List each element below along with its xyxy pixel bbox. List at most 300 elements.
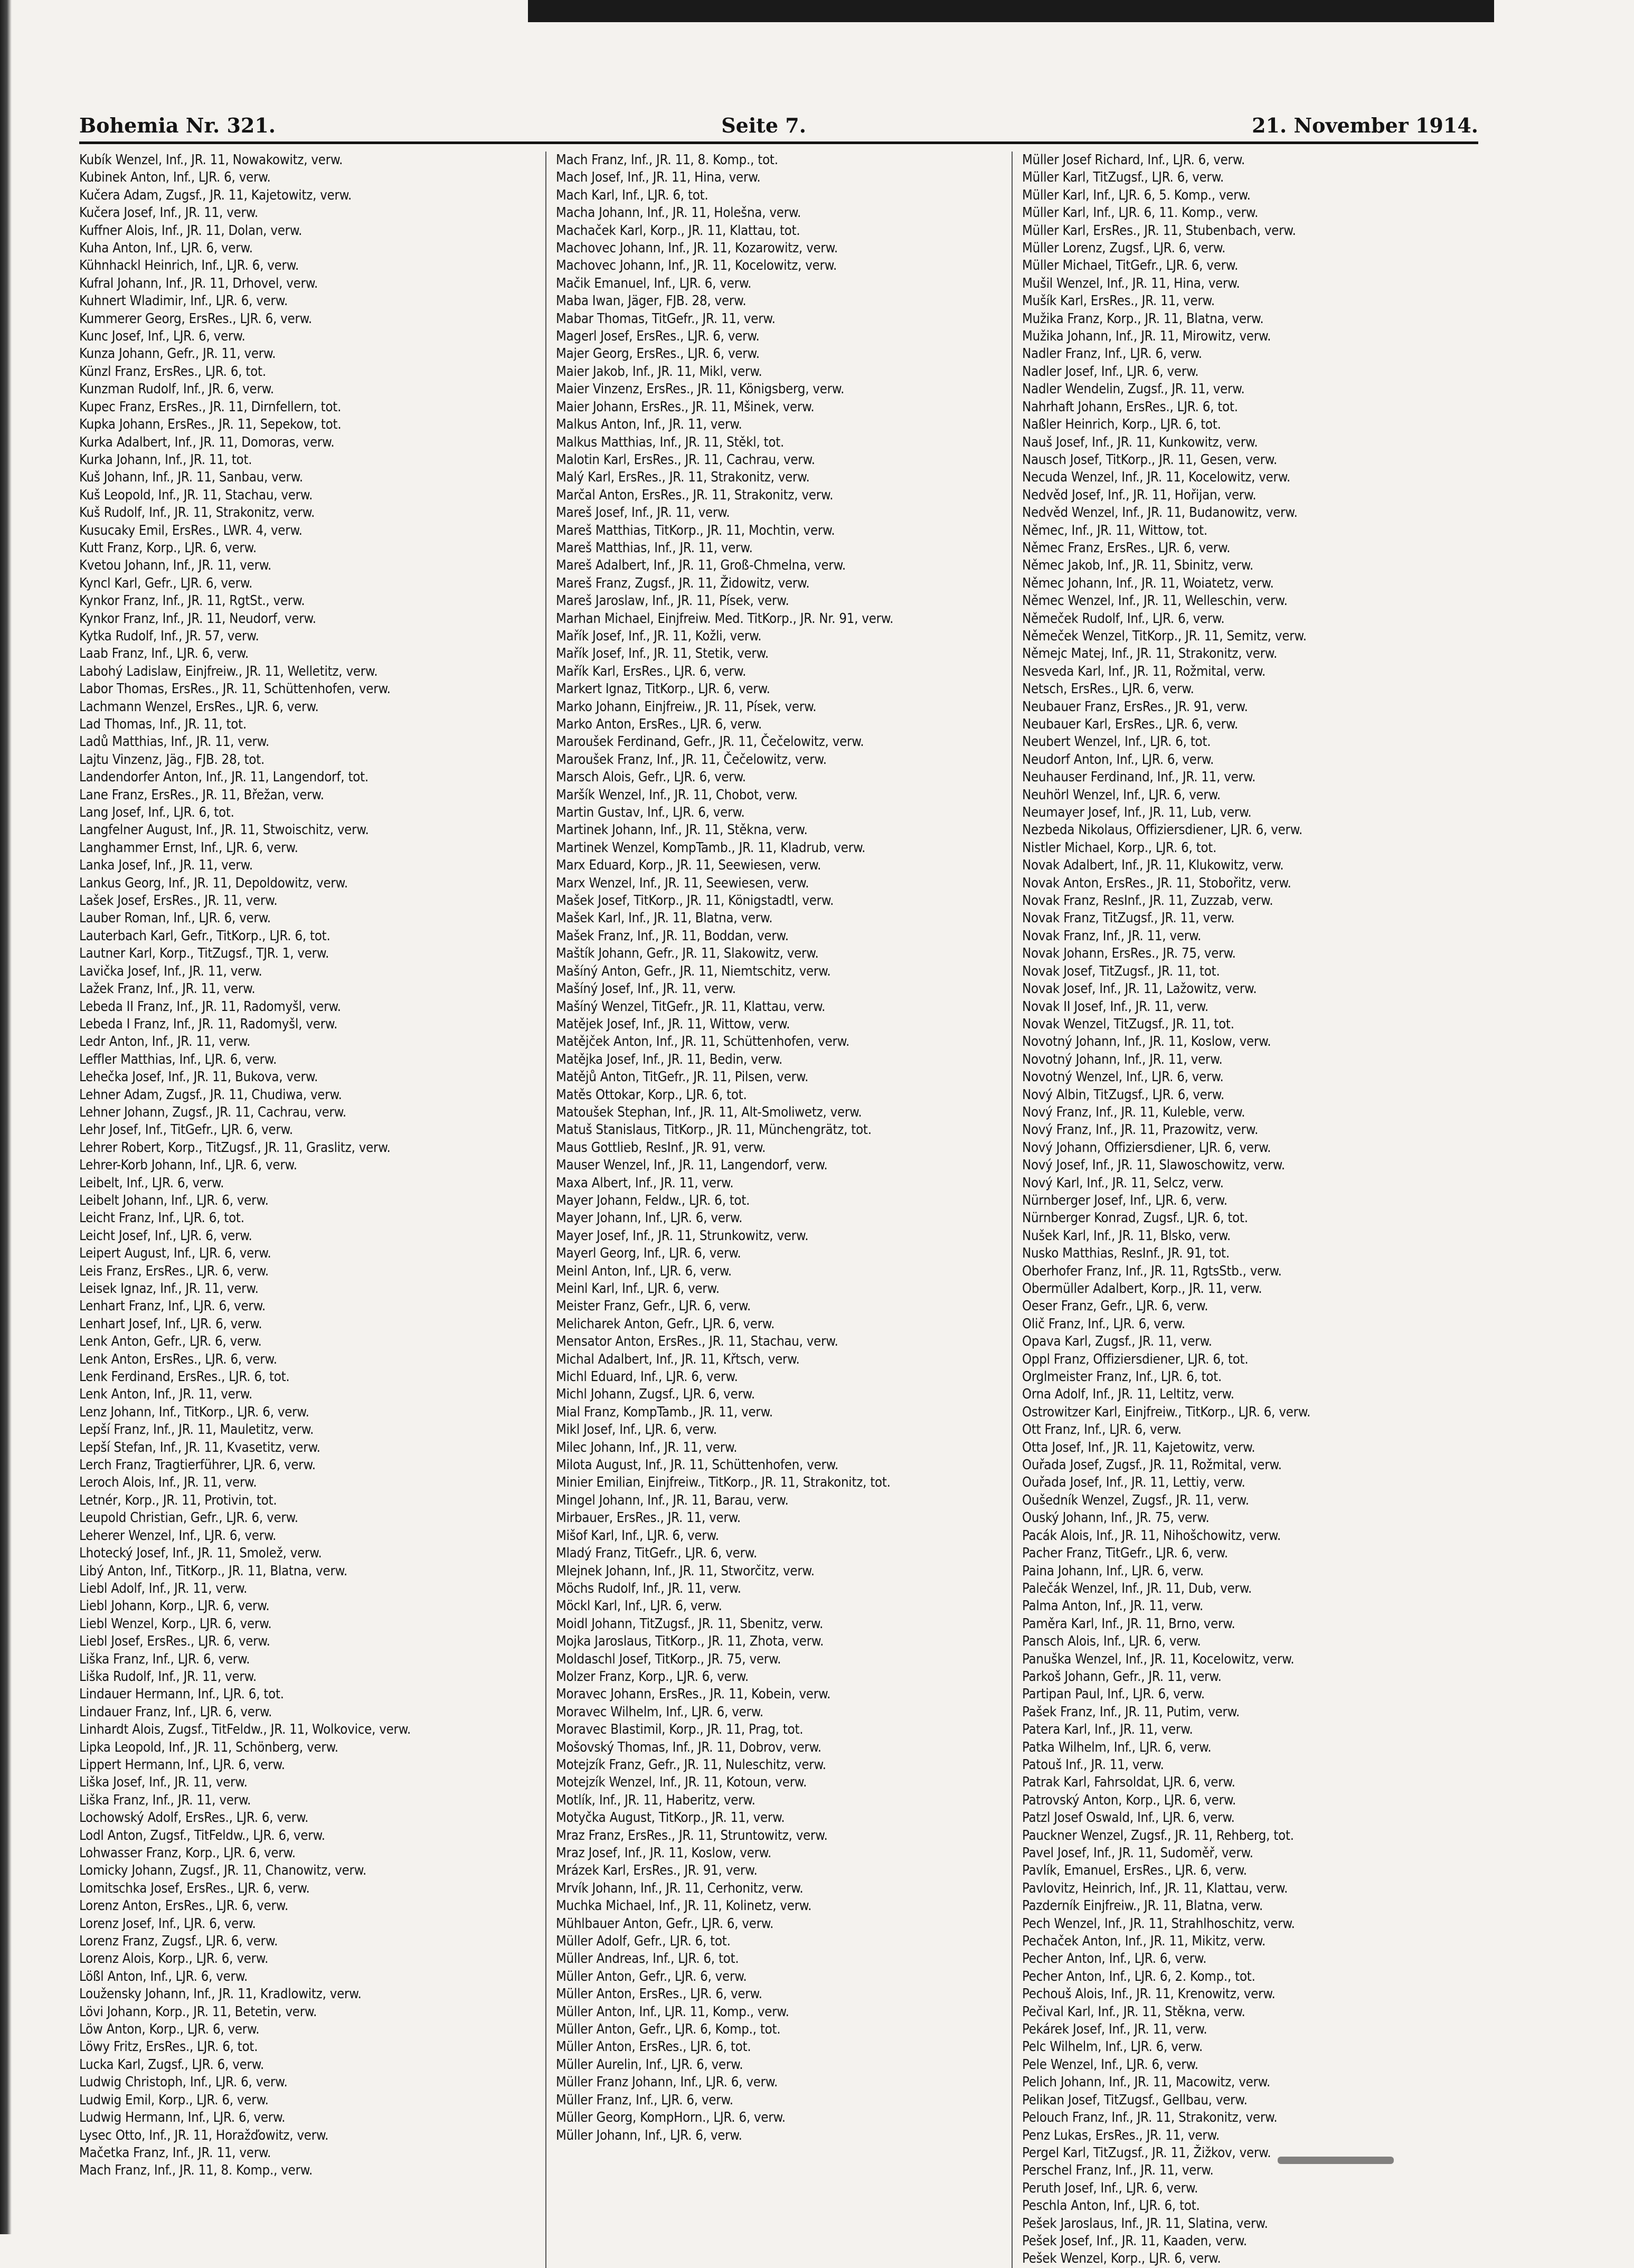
list-item: Mareš Franz, Zugsf., JR. 11, Židowitz, verw.: [556, 575, 810, 591]
list-item: Nadler Josef, Inf., LJR. 6, verw.: [1022, 363, 1199, 380]
list-item: Malotin Karl, ErsRes., JR. 11, Cachrau, verw.: [556, 451, 815, 468]
list-item: Lysec Otto, Inf., JR. 11, Horažďowitz, verw.: [79, 2127, 329, 2143]
list-item: Malkus Anton, Inf., JR. 11, verw.: [556, 417, 742, 433]
list-item: Nürnberger Josef, Inf., LJR. 6, verw.: [1022, 1192, 1227, 1208]
list-item: Liebl Josef, ErsRes., LJR. 6, verw.: [79, 1633, 270, 1650]
list-item: Mošovský Thomas, Inf., JR. 11, Dobrov, verw.: [556, 1739, 821, 1755]
list-item: Milec Johann, Inf., JR. 11, verw.: [556, 1439, 738, 1456]
list-item: Müller Franz Johann, Inf., LJR. 6, verw.: [556, 2074, 778, 2091]
list-item: Lauterbach Karl, Gefr., TitKorp., LJR. 6, tot.: [79, 928, 330, 944]
list-item: Nový Albin, TitZugsf., LJR. 6, verw.: [1022, 1086, 1225, 1103]
list-item: Landendorfer Anton, Inf., JR. 11, Langendorf, tot.: [79, 769, 369, 786]
list-item: Loužensky Johann, Inf., JR. 11, Kradlowitz, verw.: [79, 1986, 362, 2002]
list-item: Marsch Alois, Gefr., LJR. 6, verw.: [556, 769, 746, 786]
list-item: Müller Karl, Inf., LJR. 6, 11. Komp., verw.: [1022, 205, 1259, 221]
list-item: Mišof Karl, Inf., LJR. 6, verw.: [556, 1527, 719, 1544]
list-item: Leicht Franz, Inf., LJR. 6, tot.: [79, 1210, 244, 1226]
list-item: Kunza Johann, Gefr., JR. 11, verw.: [79, 346, 276, 362]
list-item: Matoušek Stephan, Inf., JR. 11, Alt-Smoliwetz, verw.: [556, 1104, 862, 1120]
list-item: Oeser Franz, Gefr., LJR. 6, verw.: [1022, 1298, 1208, 1315]
list-item: Müller Anton, ErsRes., LJR. 6, verw.: [556, 1986, 762, 2002]
list-item: Mingel Johann, Inf., JR. 11, Barau, verw.: [556, 1492, 789, 1508]
list-item: Mach Franz, Inf., JR. 11, 8. Komp., verw.: [79, 2162, 313, 2179]
list-item: Pecher Anton, Inf., LJR. 6, verw.: [1022, 1951, 1207, 1967]
list-item: Müller Michael, TitGefr., LJR. 6, verw.: [1022, 258, 1239, 274]
list-item: Lucka Karl, Zugsf., LJR. 6, verw.: [79, 2056, 265, 2073]
list-item: Künzl Franz, ErsRes., LJR. 6, tot.: [79, 363, 266, 380]
list-item: Liebl Adolf, Inf., JR. 11, verw.: [79, 1580, 248, 1596]
list-item: Meinl Karl, Inf., LJR. 6, verw.: [556, 1281, 720, 1297]
list-item: Lehrer Robert, Korp., TitZugsf., JR. 11, Graslitz, verw.: [79, 1139, 391, 1156]
list-item: Lažek Franz, Inf., JR. 11, verw.: [79, 981, 256, 997]
list-item: Motyčka August, TitKorp., JR. 11, verw.: [556, 1810, 785, 1826]
list-item: Lankus Georg, Inf., JR. 11, Depoldowitz, verw.: [79, 875, 348, 891]
list-item: Kuha Anton, Inf., LJR. 6, verw.: [79, 240, 253, 257]
list-item: Meinl Anton, Inf., LJR. 6, verw.: [556, 1263, 732, 1279]
list-item: Kufral Johann, Inf., JR. 11, Drhovel, verw.: [79, 275, 318, 291]
list-item: Mačetka Franz, Inf., JR. 11, verw.: [79, 2144, 271, 2161]
list-item: Leroch Alois, Inf., JR. 11, verw.: [79, 1475, 257, 1491]
list-item: Lomitschka Josef, ErsRes., LJR. 6, verw.: [79, 1880, 310, 1896]
list-item: Melicharek Anton, Gefr., LJR. 6, verw.: [556, 1316, 775, 1332]
list-item: Nusko Matthias, ResInf., JR. 91, tot.: [1022, 1245, 1230, 1262]
list-item: Lehner Adam, Zugsf., JR. 11, Chudiwa, verw.: [79, 1086, 342, 1103]
list-item: Malkus Matthias, Inf., JR. 11, Stěkl, tot.: [556, 434, 785, 450]
list-item: Moldaschl Josef, TitKorp., JR. 75, verw.: [556, 1651, 781, 1667]
scan-edge-top: [528, 0, 1494, 22]
list-item: Lenk Ferdinand, ErsRes., LJR. 6, tot.: [79, 1369, 290, 1385]
list-item: Liška Franz, Inf., JR. 11, verw.: [79, 1792, 251, 1808]
list-item: Machovec Johann, Inf., JR. 11, Kocelowitz, verw.: [556, 258, 837, 274]
list-item: Kupec Franz, ErsRes., JR. 11, Dirnfellern, tot.: [79, 399, 342, 415]
list-item: Lane Franz, ErsRes., JR. 11, Břežan, verw.: [79, 787, 324, 803]
list-item: Marx Eduard, Korp., JR. 11, Seewiesen, verw.: [556, 857, 821, 874]
list-item: Novotný Johann, Inf., JR. 11, verw.: [1022, 1051, 1223, 1067]
list-item: Kynkor Franz, Inf., JR. 11, Neudorf, verw.: [79, 610, 316, 627]
list-item: Novak II Josef, Inf., JR. 11, verw.: [1022, 998, 1209, 1015]
list-item: Patrovský Anton, Korp., LJR. 6, verw.: [1022, 1792, 1236, 1808]
list-item: Molzer Franz, Korp., LJR. 6, verw.: [556, 1668, 749, 1685]
list-item: Mrázek Karl, ErsRes., JR. 91, verw.: [556, 1863, 758, 1879]
list-item: Lorenz Alois, Korp., LJR. 6, verw.: [79, 1951, 269, 1967]
list-item: Lehečka Josef, Inf., JR. 11, Bukova, verw.: [79, 1069, 318, 1085]
list-item: Maier Vinzenz, ErsRes., JR. 11, Königsberg, verw.: [556, 381, 845, 398]
list-item: Nadler Franz, Inf., LJR. 6, verw.: [1022, 346, 1202, 362]
list-item: Lašek Josef, ErsRes., JR. 11, verw.: [79, 893, 278, 909]
list-item: Milota August, Inf., JR. 11, Schüttenhofen, verw.: [556, 1457, 839, 1473]
list-item: Mikl Josef, Inf., LJR. 6, verw.: [556, 1422, 717, 1438]
list-item: Magerl Josef, ErsRes., LJR. 6, verw.: [556, 328, 760, 345]
list-item: Maus Gottlieb, ResInf., JR. 91, verw.: [556, 1139, 766, 1156]
list-item: Orglmeister Franz, Inf., LJR. 6, tot.: [1022, 1369, 1222, 1385]
list-item: Němec, Inf., JR. 11, Wittow, tot.: [1022, 522, 1207, 538]
list-item: Mühlbauer Anton, Gefr., LJR. 6, verw.: [556, 1915, 774, 1932]
list-item: Müller Aurelin, Inf., LJR. 6, verw.: [556, 2056, 743, 2073]
list-item: Leis Franz, ErsRes., LJR. 6, verw.: [79, 1263, 269, 1279]
list-item: Mareš Matthias, Inf., JR. 11, verw.: [556, 540, 753, 556]
list-item: Patera Karl, Inf., JR. 11, verw.: [1022, 1722, 1193, 1738]
list-item: Lhotecký Josef, Inf., JR. 11, Smolež, verw.: [79, 1545, 322, 1562]
list-item: Novak Franz, ResInf., JR. 11, Zuzzab, verw.: [1022, 893, 1273, 909]
list-item: Pacák Alois, Inf., JR. 11, Nihošchowitz, verw.: [1022, 1527, 1281, 1544]
list-item: Nesveda Karl, Inf., JR. 11, Rožmital, verw.: [1022, 663, 1266, 679]
list-item: Mayerl Georg, Inf., LJR. 6, verw.: [556, 1245, 741, 1262]
list-item: Necuda Wenzel, Inf., JR. 11, Kocelowitz, verw.: [1022, 469, 1291, 486]
newspaper-page: [79, 100, 1478, 2267]
list-item: Marx Wenzel, Inf., JR. 11, Seewiesen, verw.: [556, 875, 809, 891]
list-item: Kurka Adalbert, Inf., JR. 11, Domoras, verw.: [79, 434, 335, 450]
list-item: Oušedník Wenzel, Zugsf., JR. 11, verw.: [1022, 1492, 1249, 1508]
list-item: Mužika Franz, Korp., JR. 11, Blatna, verw.: [1022, 310, 1264, 327]
list-item: Nový Franz, Inf., JR. 11, Prazowitz, verw.: [1022, 1122, 1259, 1138]
list-item: Mušil Wenzel, Inf., JR. 11, Hina, verw.: [1022, 275, 1240, 291]
list-item: Novotný Johann, Inf., JR. 11, Koslow, verw.: [1022, 1034, 1271, 1050]
list-item: Ott Franz, Inf., LJR. 6, verw.: [1022, 1422, 1182, 1438]
list-item: Martin Gustav, Inf., LJR. 6, verw.: [556, 805, 745, 821]
list-item: Lößl Anton, Inf., LJR. 6, verw.: [79, 1968, 248, 1984]
list-item: Lodl Anton, Zugsf., TitFeldw., LJR. 6, verw.: [79, 1827, 325, 1844]
list-item: Nový Josef, Inf., JR. 11, Slawoschowitz, verw.: [1022, 1157, 1285, 1174]
list-item: Pelikan Josef, TitZugsf., Gellbau, verw.: [1022, 2092, 1248, 2108]
list-item: Moravec Johann, ErsRes., JR. 11, Kobein, verw.: [556, 1686, 831, 1703]
list-item: Lehrer-Korb Johann, Inf., LJR. 6, verw.: [79, 1157, 297, 1174]
list-item: Němec Wenzel, Inf., JR. 11, Welleschin, verw.: [1022, 593, 1288, 609]
list-item: Müller Anton, ErsRes., LJR. 6, tot.: [556, 2039, 751, 2055]
list-item: Ostrowitzer Karl, Einjfreiw., TitKorp., LJR. 6, verw.: [1022, 1404, 1311, 1420]
list-item: Mareš Adalbert, Inf., JR. 11, Groß-Chmelna, verw.: [556, 557, 846, 574]
list-item: Netsch, ErsRes., LJR. 6, verw.: [1022, 681, 1194, 697]
print-smudge: [1278, 2157, 1394, 2164]
list-item: Kučera Josef, Inf., JR. 11, verw.: [79, 205, 259, 221]
column-3: [1012, 152, 1478, 2268]
list-item: Marko Johann, Einjfreiw., JR. 11, Písek, verw.: [556, 698, 817, 715]
list-item: Lebeda II Franz, Inf., JR. 11, Radomyšl, verw.: [79, 998, 341, 1015]
list-item: Ladů Matthias, Inf., JR. 11, verw.: [79, 734, 270, 750]
list-item: Lochowský Adolf, ErsRes., LJR. 6, verw.: [79, 1810, 309, 1826]
list-item: Orna Adolf, Inf., JR. 11, Leltitz, verw.: [1022, 1386, 1234, 1403]
list-item: Moravec Blastimil, Korp., JR. 11, Prag, tot.: [556, 1722, 804, 1738]
list-item: Kučera Adam, Zugsf., JR. 11, Kajetowitz, verw.: [79, 187, 352, 203]
list-item: Perschel Franz, Inf., JR. 11, verw.: [1022, 2162, 1214, 2179]
list-item: Lenk Anton, Inf., JR. 11, verw.: [79, 1386, 253, 1403]
list-item: Němeček Wenzel, TitKorp., JR. 11, Semitz, verw.: [1022, 628, 1307, 644]
list-item: Novak Franz, Inf., JR. 11, verw.: [1022, 928, 1202, 944]
list-item: Pašek Franz, Inf., JR. 11, Putim, verw.: [1022, 1704, 1240, 1720]
list-item: Lindauer Franz, Inf., LJR. 6, verw.: [79, 1704, 272, 1720]
list-item: Müller Franz, Inf., LJR. 6, verw.: [556, 2092, 733, 2108]
list-item: Lepší Stefan, Inf., JR. 11, Kvasetitz, verw.: [79, 1439, 320, 1456]
list-item: Palma Anton, Inf., JR. 11, verw.: [1022, 1598, 1204, 1614]
list-item: Otta Josef, Inf., JR. 11, Kajetowitz, verw.: [1022, 1439, 1255, 1456]
list-item: Mojka Jaroslaus, TitKorp., JR. 11, Zhota, verw.: [556, 1633, 824, 1650]
list-item: Mensator Anton, ErsRes., JR. 11, Stachau, verw.: [556, 1334, 838, 1350]
list-item: Ludwig Christoph, Inf., LJR. 6, verw.: [79, 2074, 288, 2091]
list-item: Patzl Josef Oswald, Inf., LJR. 6, verw.: [1022, 1810, 1235, 1826]
list-item: Müller Johann, Inf., LJR. 6, verw.: [556, 2127, 742, 2143]
list-item: Liška Rudolf, Inf., JR. 11, verw.: [79, 1668, 257, 1685]
list-item: Pavlovitz, Heinrich, Inf., JR. 11, Klattau, verw.: [1022, 1880, 1288, 1896]
list-item: Novak Josef, TitZugsf., JR. 11, tot.: [1022, 963, 1220, 979]
list-item: Patrak Karl, Fahrsoldat, LJR. 6, verw.: [1022, 1774, 1235, 1791]
list-item: Lorenz Josef, Inf., LJR. 6, verw.: [79, 1915, 256, 1932]
list-item: Pauckner Wenzel, Zugsf., JR. 11, Rehberg, tot.: [1022, 1827, 1294, 1844]
header-rule: [79, 141, 1478, 144]
header-date: 21. November 1914.: [1252, 114, 1478, 137]
list-item: Maroušek Ferdinand, Gefr., JR. 11, Čečelowitz, verw.: [556, 734, 864, 750]
list-item: Mayer Johann, Feldw., LJR. 6, tot.: [556, 1192, 750, 1208]
list-item: Liška Josef, Inf., JR. 11, verw.: [79, 1774, 248, 1791]
list-item: Motlík, Inf., JR. 11, Haberitz, verw.: [556, 1792, 755, 1808]
list-item: Mušík Karl, ErsRes., JR. 11, verw.: [1022, 293, 1215, 309]
header-page-number: Seite 7.: [721, 114, 806, 137]
list-item: Pele Wenzel, Inf., LJR. 6, verw.: [1022, 2056, 1198, 2073]
list-item: Lenz Johann, Inf., TitKorp., LJR. 6, verw.: [79, 1404, 309, 1420]
list-item: Lövi Johann, Korp., JR. 11, Betetin, verw.: [79, 2004, 317, 2020]
list-item: Martinek Johann, Inf., JR. 11, Stěkna, verw.: [556, 822, 808, 838]
list-item: Novak Johann, ErsRes., JR. 75, verw.: [1022, 946, 1236, 962]
page-header: [79, 100, 1478, 137]
list-item: Parkoš Johann, Gefr., JR. 11, verw.: [1022, 1668, 1222, 1685]
list-item: Neuhörl Wenzel, Inf., LJR. 6, verw.: [1022, 787, 1221, 803]
list-item: Pavlík, Emanuel, ErsRes., LJR. 6, verw.: [1022, 1863, 1247, 1879]
list-item: Lerch Franz, Tragtierführer, LJR. 6, verw.: [79, 1457, 316, 1473]
list-item: Mužika Johann, Inf., JR. 11, Mirowitz, verw.: [1022, 328, 1271, 345]
list-item: Pergel Karl, TitZugsf., JR. 11, Žižkov, verw.: [1022, 2144, 1271, 2161]
list-item: Paměra Karl, Inf., JR. 11, Brno, verw.: [1022, 1615, 1235, 1632]
list-item: Nedvěd Josef, Inf., JR. 11, Hořijan, verw.: [1022, 487, 1257, 503]
list-item: Paina Johann, Inf., LJR. 6, verw.: [1022, 1563, 1204, 1579]
list-item: Mareš Jaroslaw, Inf., JR. 11, Písek, verw.: [556, 593, 789, 609]
column-1: [79, 152, 545, 2268]
list-item: Olič Franz, Inf., LJR. 6, verw.: [1022, 1316, 1185, 1332]
list-item: Löw Anton, Korp., LJR. 6, verw.: [79, 2021, 260, 2038]
list-item: Ludwig Hermann, Inf., LJR. 6, verw.: [79, 2110, 286, 2126]
list-item: Maštík Johann, Gefr., JR. 11, Slakowitz, verw.: [556, 946, 819, 962]
list-item: Leicht Josef, Inf., LJR. 6, verw.: [79, 1227, 252, 1244]
list-item: Lavička Josef, Inf., JR. 11, verw.: [79, 963, 262, 979]
list-item: Müller Karl, ErsRes., JR. 11, Stubenbach, verw.: [1022, 222, 1296, 239]
list-item: Opava Karl, Zugsf., JR. 11, verw.: [1022, 1334, 1212, 1350]
list-item: Lipka Leopold, Inf., JR. 11, Schönberg, verw.: [79, 1739, 338, 1755]
list-item: Lepší Franz, Inf., JR. 11, Mauletitz, verw.: [79, 1422, 314, 1438]
list-item: Pelouch Franz, Inf., JR. 11, Strakonitz, verw.: [1022, 2110, 1278, 2126]
list-item: Möckl Karl, Inf., LJR. 6, verw.: [556, 1598, 722, 1614]
list-item: Oppl Franz, Offiziersdiener, LJR. 6, tot.: [1022, 1351, 1249, 1367]
list-item: Pekárek Josef, Inf., JR. 11, verw.: [1022, 2021, 1207, 2038]
list-item: Kunc Josef, Inf., LJR. 6, verw.: [79, 328, 245, 345]
list-item: Lindauer Hermann, Inf., LJR. 6, tot.: [79, 1686, 284, 1703]
list-item: Minier Emilian, Einjfreiw., TitKorp., JR. 11, Strakonitz, tot.: [556, 1475, 891, 1491]
list-item: Pecher Anton, Inf., LJR. 6, 2. Komp., tot.: [1022, 1968, 1255, 1984]
list-item: Lebeda I Franz, Inf., JR. 11, Radomyšl, verw.: [79, 1016, 338, 1032]
list-item: Matějček Anton, Inf., JR. 11, Schüttenhofen, verw.: [556, 1034, 850, 1050]
list-item: Pacher Franz, TitGefr., LJR. 6, verw.: [1022, 1545, 1228, 1562]
list-item: Müller Lorenz, Zugsf., LJR. 6, verw.: [1022, 240, 1226, 257]
list-item: Nezbeda Nikolaus, Offiziersdiener, LJR. 6, verw.: [1022, 822, 1303, 838]
list-item: Němeček Rudolf, Inf., LJR. 6, verw.: [1022, 610, 1225, 627]
list-item: Patka Wilhelm, Inf., LJR. 6, verw.: [1022, 1739, 1212, 1755]
list-item: Kunzman Rudolf, Inf., JR. 6, verw.: [79, 381, 274, 398]
list-item: Labohý Ladislaw, Einjfreiw., JR. 11, Welletitz, verw.: [79, 663, 378, 679]
list-item: Mial Franz, KompTamb., JR. 11, verw.: [556, 1404, 773, 1420]
list-item: Markert Ignaz, TitKorp., LJR. 6, verw.: [556, 681, 770, 697]
list-item: Michl Johann, Zugsf., LJR. 6, verw.: [556, 1386, 755, 1403]
list-item: Motejzík Wenzel, Inf., JR. 11, Kotoun, verw.: [556, 1774, 807, 1791]
list-item: Lajtu Vinzenz, Jäg., FJB. 28, tot.: [79, 751, 265, 768]
list-item: Lohwasser Franz, Korp., LJR. 6, verw.: [79, 1845, 296, 1861]
list-item: Nušek Karl, Inf., JR. 11, Blsko, verw.: [1022, 1227, 1231, 1244]
list-item: Leffler Matthias, Inf., LJR. 6, verw.: [79, 1051, 277, 1067]
list-item: Langhammer Ernst, Inf., LJR. 6, verw.: [79, 839, 298, 856]
list-item: Mirbauer, ErsRes., JR. 11, verw.: [556, 1510, 741, 1526]
list-item: Mašíný Anton, Gefr., JR. 11, Niemtschitz, verw.: [556, 963, 831, 979]
list-item: Mařík Karl, ErsRes., LJR. 6, verw.: [556, 663, 747, 679]
list-item: Lippert Hermann, Inf., LJR. 6, verw.: [79, 1756, 285, 1773]
list-item: Peruth Josef, Inf., LJR. 6, verw.: [1022, 2180, 1198, 2196]
list-item: Laab Franz, Inf., LJR. 6, verw.: [79, 646, 249, 662]
list-item: Müller Karl, TitZugsf., LJR. 6, verw.: [1022, 169, 1224, 186]
list-item: Mašíný Josef, Inf., JR. 11, verw.: [556, 981, 736, 997]
list-item: Němejc Matej, Inf., JR. 11, Strakonitz, verw.: [1022, 646, 1278, 662]
list-item: Kubík Wenzel, Inf., JR. 11, Nowakowitz, verw.: [79, 152, 343, 168]
list-item: Pech Wenzel, Inf., JR. 11, Strahlhoschitz, verw.: [1022, 1915, 1295, 1932]
list-item: Nový Johann, Offiziersdiener, LJR. 6, verw.: [1022, 1139, 1271, 1156]
list-item: Maroušek Franz, Inf., JR. 11, Čečelowitz, verw.: [556, 751, 827, 768]
list-item: Novak Wenzel, TitZugsf., JR. 11, tot.: [1022, 1016, 1234, 1032]
list-item: Kyncl Karl, Gefr., LJR. 6, verw.: [79, 575, 253, 591]
list-item: Leibelt, Inf., LJR. 6, verw.: [79, 1175, 224, 1191]
list-item: Mareš Josef, Inf., JR. 11, verw.: [556, 505, 730, 521]
list-item: Mauser Wenzel, Inf., JR. 11, Langendorf, verw.: [556, 1157, 828, 1174]
list-item: Neumayer Josef, Inf., JR. 11, Lub, verw.: [1022, 805, 1252, 821]
list-item: Ouřada Josef, Zugsf., JR. 11, Rožmital, verw.: [1022, 1457, 1282, 1473]
list-item: Müller Anton, Gefr., LJR. 6, verw.: [556, 1968, 747, 1984]
list-item: Marko Anton, ErsRes., LJR. 6, verw.: [556, 716, 762, 732]
list-item: Ledr Anton, Inf., JR. 11, verw.: [79, 1034, 251, 1050]
casualty-list: [79, 152, 1478, 2268]
list-item: Martinek Wenzel, KompTamb., JR. 11, Kladrub, verw.: [556, 839, 866, 856]
list-item: Liška Franz, Inf., LJR. 6, verw.: [79, 1651, 250, 1667]
list-item: Panuška Wenzel, Inf., JR. 11, Kocelowitz, verw.: [1022, 1651, 1295, 1667]
list-item: Lauber Roman, Inf., LJR. 6, verw.: [79, 910, 271, 927]
list-item: Nový Karl, Inf., JR. 11, Selcz, verw.: [1022, 1175, 1224, 1191]
list-item: Kubinek Anton, Inf., LJR. 6, verw.: [79, 169, 271, 186]
list-item: Penz Lukas, ErsRes., JR. 11, verw.: [1022, 2127, 1220, 2143]
list-item: Matějek Josef, Inf., JR. 11, Wittow, verw.: [556, 1016, 790, 1032]
list-item: Meister Franz, Gefr., LJR. 6, verw.: [556, 1298, 751, 1315]
list-item: Lenk Anton, Gefr., LJR. 6, verw.: [79, 1334, 262, 1350]
list-item: Kurka Johann, Inf., JR. 11, tot.: [79, 451, 252, 468]
list-item: Neubert Wenzel, Inf., LJR. 6, tot.: [1022, 734, 1211, 750]
list-item: Mraz Josef, Inf., JR. 11, Koslow, verw.: [556, 1845, 772, 1861]
list-item: Maier Johann, ErsRes., JR. 11, Mšinek, verw.: [556, 399, 815, 415]
list-item: Müller Anton, Gefr., LJR. 6, Komp., tot.: [556, 2021, 781, 2038]
list-item: Liebl Johann, Korp., LJR. 6, verw.: [79, 1598, 270, 1614]
list-item: Lautner Karl, Korp., TitZugsf., TJR. 1, verw.: [79, 946, 329, 962]
list-item: Nistler Michael, Korp., LJR. 6, tot.: [1022, 839, 1217, 856]
list-item: Müller Karl, Inf., LJR. 6, 5. Komp., verw.: [1022, 187, 1251, 203]
list-item: Mlejnek Johann, Inf., JR. 11, Stworčitz, verw.: [556, 1563, 815, 1579]
list-item: Novak Josef, Inf., JR. 11, Lažowitz, verw.: [1022, 981, 1257, 997]
list-item: Mašíný Wenzel, TitGefr., JR. 11, Klattau, verw.: [556, 998, 826, 1015]
list-item: Kvetou Johann, Inf., JR. 11, verw.: [79, 557, 272, 574]
list-item: Marčal Anton, ErsRes., JR. 11, Strakonitz, verw.: [556, 487, 834, 503]
list-item: Kuhnert Wladimir, Inf., LJR. 6, verw.: [79, 293, 288, 309]
list-item: Peschla Anton, Inf., LJR. 6, tot.: [1022, 2198, 1200, 2214]
list-item: Kutt Franz, Korp., LJR. 6, verw.: [79, 540, 257, 556]
list-item: Ouský Johann, Inf., JR. 75, verw.: [1022, 1510, 1210, 1526]
list-item: Müller Josef Richard, Inf., LJR. 6, verw.: [1022, 152, 1245, 168]
list-item: Langfelner August, Inf., JR. 11, Stwoischitz, verw.: [79, 822, 369, 838]
list-item: Kusucaky Emil, ErsRes., LWR. 4, verw.: [79, 522, 303, 538]
list-item: Němec Jakob, Inf., JR. 11, Sbinitz, verw.: [1022, 557, 1254, 574]
list-item: Mrvík Johann, Inf., JR. 11, Cerhonitz, verw.: [556, 1880, 804, 1896]
list-item: Němec Franz, ErsRes., LJR. 6, verw.: [1022, 540, 1231, 556]
list-item: Letnér, Korp., JR. 11, Protivin, tot.: [79, 1492, 277, 1508]
list-item: Novotný Wenzel, Inf., LJR. 6, verw.: [1022, 1069, 1224, 1085]
list-item: Pešek Josef, Inf., JR. 11, Kaaden, verw.: [1022, 2233, 1247, 2249]
list-item: Lenhart Franz, Inf., LJR. 6, verw.: [79, 1298, 266, 1315]
list-item: Nahrhaft Johann, ErsRes., LJR. 6, tot.: [1022, 399, 1238, 415]
list-item: Mach Josef, Inf., JR. 11, Hina, verw.: [556, 169, 761, 186]
list-item: Michal Adalbert, Inf., JR. 11, Křtsch, verw.: [556, 1351, 800, 1367]
list-item: Maier Jakob, Inf., JR. 11, Mikl, verw.: [556, 363, 762, 380]
list-item: Maršík Wenzel, Inf., JR. 11, Chobot, verw.: [556, 787, 798, 803]
list-item: Nový Franz, Inf., JR. 11, Kuleble, verw.: [1022, 1104, 1245, 1120]
list-item: Marhan Michael, Einjfreiw. Med. TitKorp., JR. Nr. 91, verw.: [556, 610, 894, 627]
list-item: Liebl Wenzel, Korp., LJR. 6, verw.: [79, 1615, 272, 1632]
list-item: Machovec Johann, Inf., JR. 11, Kozarowitz, verw.: [556, 240, 838, 257]
list-item: Lang Josef, Inf., LJR. 6, tot.: [79, 805, 234, 821]
list-item: Mach Karl, Inf., LJR. 6, tot.: [556, 187, 709, 203]
list-item: Pečival Karl, Inf., JR. 11, Stěkna, verw.: [1022, 2004, 1245, 2020]
list-item: Novak Adalbert, Inf., JR. 11, Klukowitz, verw.: [1022, 857, 1284, 874]
list-item: Motejzík Franz, Gefr., JR. 11, Nuleschitz, verw.: [556, 1756, 826, 1773]
list-item: Lanka Josef, Inf., JR. 11, verw.: [79, 857, 253, 874]
list-item: Kytka Rudolf, Inf., JR. 57, verw.: [79, 628, 259, 644]
list-item: Nausch Josef, TitKorp., JR. 11, Gesen, verw.: [1022, 451, 1278, 468]
list-item: Möchs Rudolf, Inf., JR. 11, verw.: [556, 1580, 741, 1596]
list-item: Müller Adolf, Gefr., LJR. 6, tot.: [556, 1933, 731, 1950]
list-item: Naßler Heinrich, Korp., LJR. 6, tot.: [1022, 417, 1221, 433]
list-item: Pavel Josef, Inf., JR. 11, Sudoměř, verw.: [1022, 1845, 1253, 1861]
list-item: Pelc Wilhelm, Inf., LJR. 6, verw.: [1022, 2039, 1203, 2055]
list-item: Lachmann Wenzel, ErsRes., LJR. 6, verw.: [79, 698, 319, 715]
list-item: Nauš Josef, Inf., JR. 11, Kunkowitz, verw.: [1022, 434, 1258, 450]
list-item: Leupold Christian, Gefr., LJR. 6, verw.: [79, 1510, 298, 1526]
list-item: Neuhauser Ferdinand, Inf., JR. 11, verw.: [1022, 769, 1256, 786]
list-item: Maba Iwan, Jäger, FJB. 28, verw.: [556, 293, 747, 309]
list-item: Leipert August, Inf., LJR. 6, verw.: [79, 1245, 271, 1262]
list-item: Pansch Alois, Inf., LJR. 6, verw.: [1022, 1633, 1201, 1650]
list-item: Mašek Karl, Inf., JR. 11, Blatna, verw.: [556, 910, 773, 927]
list-item: Macha Johann, Inf., JR. 11, Holešna, verw.: [556, 205, 801, 221]
list-item: Kuš Johann, Inf., JR. 11, Sanbau, verw.: [79, 469, 304, 486]
list-item: Partipan Paul, Inf., LJR. 6, verw.: [1022, 1686, 1205, 1703]
list-item: Machaček Karl, Korp., JR. 11, Klattau, tot.: [556, 222, 800, 239]
list-item: Michl Eduard, Inf., LJR. 6, verw.: [556, 1369, 738, 1385]
list-item: Pešek Wenzel, Korp., LJR. 6, verw.: [1022, 2251, 1221, 2267]
list-item: Lenk Anton, ErsRes., LJR. 6, verw.: [79, 1351, 277, 1367]
list-item: Lenhart Josef, Inf., LJR. 6, verw.: [79, 1316, 262, 1332]
list-item: Lorenz Anton, ErsRes., LJR. 6, verw.: [79, 1898, 289, 1914]
list-item: Neudorf Anton, Inf., LJR. 6, verw.: [1022, 751, 1214, 768]
list-item: Moravec Wilhelm, Inf., LJR. 6, verw.: [556, 1704, 764, 1720]
list-item: Mayer Johann, Inf., LJR. 6, verw.: [556, 1210, 743, 1226]
list-item: Patouš Inf., JR. 11, verw.: [1022, 1756, 1164, 1773]
list-item: Pechaček Anton, Inf., JR. 11, Mikitz, verw.: [1022, 1933, 1266, 1950]
list-item: Ouřada Josef, Inf., JR. 11, Lettiy, verw.: [1022, 1475, 1245, 1491]
